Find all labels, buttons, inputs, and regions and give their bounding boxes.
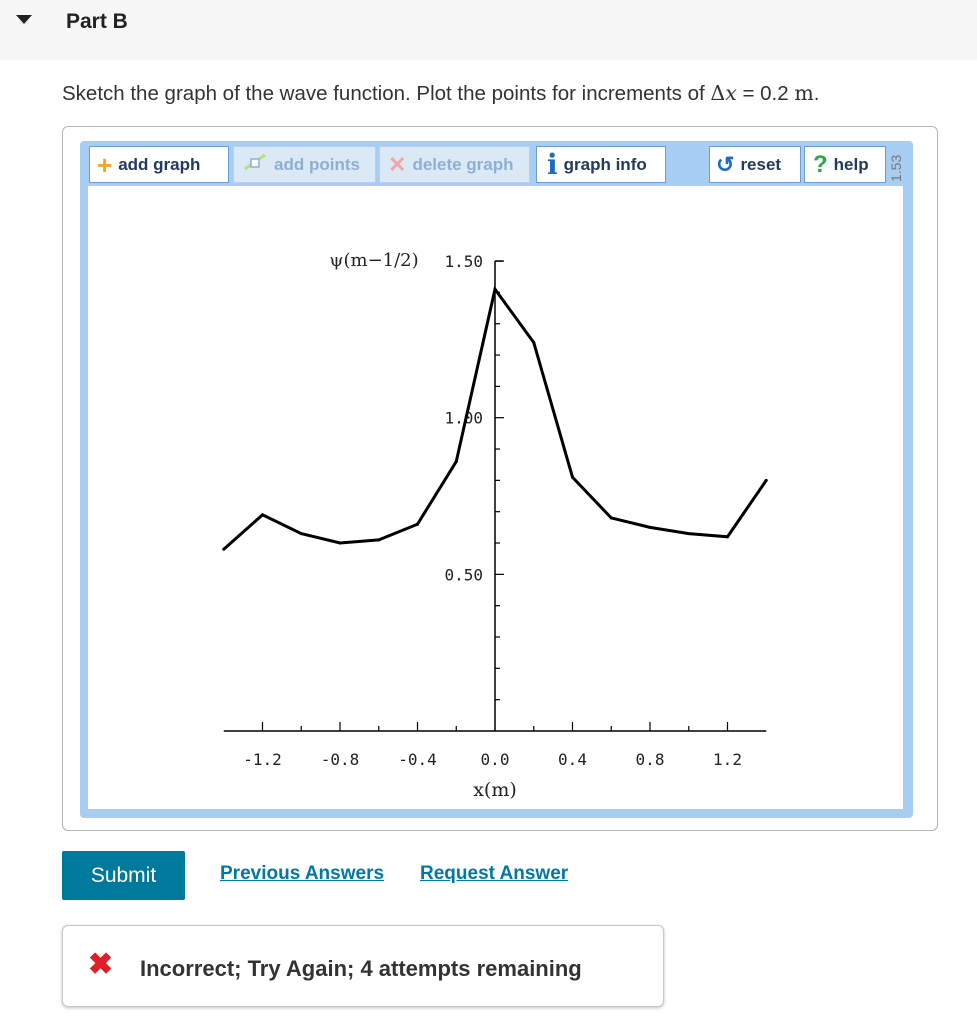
y-tick-label: 0.50 [444,565,483,585]
request-answer-link[interactable]: Request Answer [420,863,569,884]
data-point [687,532,690,535]
data-point [261,513,264,516]
prompt-variable: x [725,81,737,105]
part-title: Part B [66,10,128,33]
data-point [416,523,419,526]
data-point [532,341,535,344]
x-tick-label: -0.8 [320,750,360,769]
x-tick-label: -1.2 [243,750,282,769]
y-axis-label: ψ(m−1/2) [329,250,419,272]
x-tick-label: 0.0 [480,750,510,769]
prompt-end: . [813,82,820,105]
prompt-delta: Δ [710,81,726,105]
prompt-unit: m [794,81,814,105]
delete-x-icon: ✕ [388,151,407,177]
data-point [726,535,729,538]
add-points-label: add points [274,154,360,174]
prompt-equals: = 0.2 [736,82,795,105]
x-tick-label: 1.2 [713,750,742,769]
x-tick-label: 0.4 [558,750,587,769]
data-point [377,538,380,541]
data-point [649,526,652,529]
data-point [494,288,497,291]
data-point [300,532,303,535]
plus-icon: + [97,149,113,180]
y-tick-label: 1.50 [444,252,483,272]
y-tick-label: 1.00 [444,408,483,428]
x-tick-label: -0.4 [398,750,437,769]
x-tick-label: 0.8 [635,750,665,769]
delete-graph-label: delete graph [412,154,514,174]
data-point [339,542,342,545]
add-graph-label: add graph [118,154,201,174]
graph-info-label: graph info [563,154,647,174]
reset-label: reset [740,154,782,174]
data-point [571,476,574,479]
data-point [455,460,458,463]
error-x-icon: ✖ [88,948,114,981]
x-axis-label: x(m) [473,779,517,801]
reset-icon: ↺ [716,151,735,177]
data-point [222,548,225,551]
info-icon: i [547,147,558,181]
previous-answers-link[interactable]: Previous Answers [220,863,385,884]
feedback-message: Incorrect; Try Again; 4 attempts remaining [140,956,582,981]
data-point [765,479,768,482]
data-point [610,516,613,519]
prompt-text: Sketch the graph of the wave function. Plot the points for increments of [62,82,711,105]
side-number: 1.53 [888,154,904,182]
help-label: help [833,154,869,174]
help-question-icon: ? [813,150,828,178]
submit-button[interactable]: Submit [62,851,185,900]
